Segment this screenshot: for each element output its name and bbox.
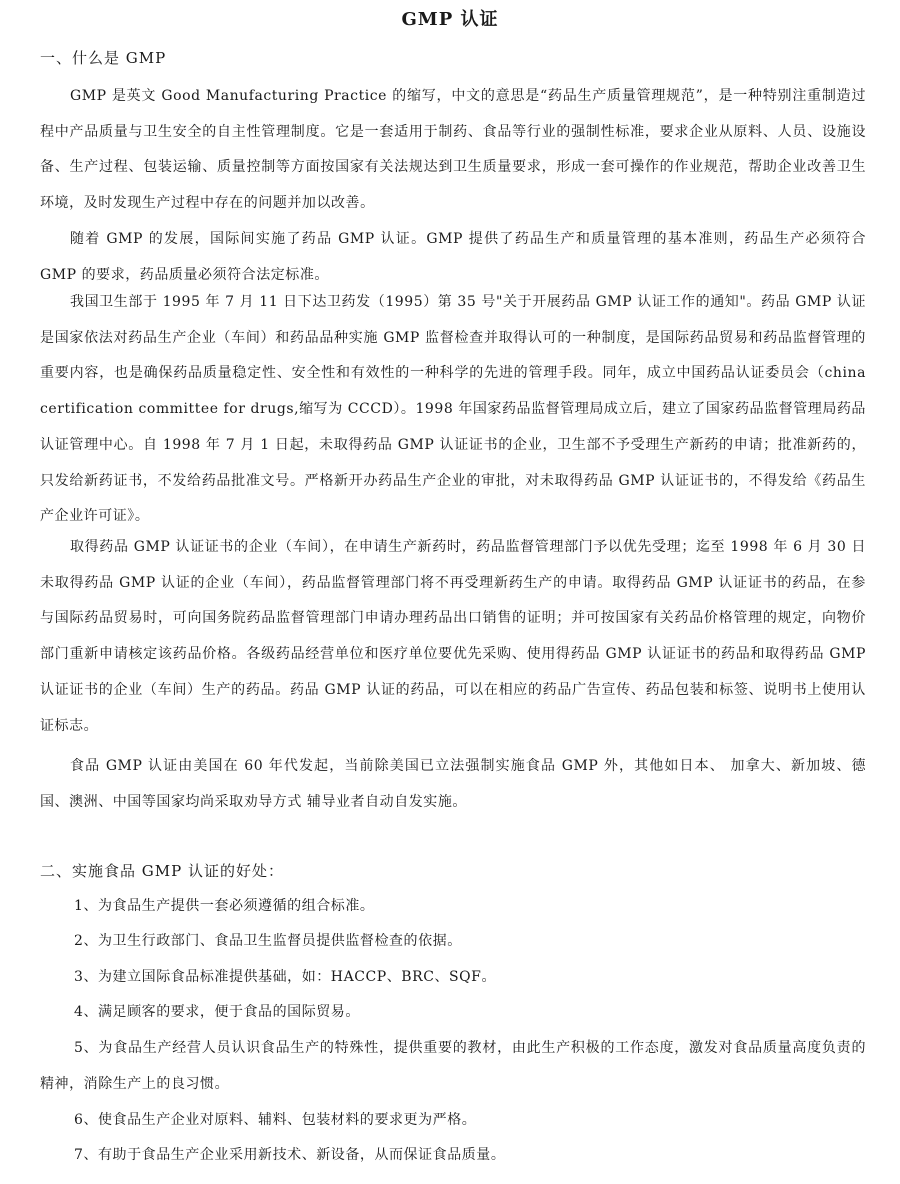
- benefit-item-6: 6、使食品生产企业对原料、辅料、包装材料的要求更为严格。: [74, 1112, 477, 1128]
- benefit-item-3: 3、为建立国际食品标准提供基础，如：HACCP、BRC、SQF。: [74, 969, 496, 985]
- section-1-paragraph-2: 随着 GMP 的发展，国际间实施了药品 GMP 认证。GMP 提供了药品生产和质量管理的基本准则，药品生产必须符合 GMP 的要求，药品质量必须符合法定标准。: [40, 231, 866, 283]
- section-1-paragraph-5: 食品 GMP 认证由美国在 60 年代发起，当前除美国已立法强制实施食品 GMP 外，其他如日本、 加拿大、新加坡、德国、澳洲、中国等国家均尚采取劝导方式 辅导业者自动自发实施。: [40, 758, 866, 810]
- document-title: GMP 认证: [401, 9, 499, 30]
- section-1-paragraph-3: 我国卫生部于 1995 年 7 月 11 日下达卫药发（1995）第 35 号"关于开展药品 GMP 认证工作的通知"。药品 GMP 认证是国家依法对药品生产企业（车间）和药品品种实施 GMP 监督检查并取得认可的一种制度，是国际药品贸易和药品监督管理的重要内容，也是确保药品质量稳定性、安全性和有效性的一种科学的先进的管理手段。同年，成立中国药品认证委员会（china certification committee for drugs,缩写为 CCCD）。1998 年国家药品监督管理局成立后，建立了国家药品监督管理局药品认证管理中心。自 1998 年 7 月 1 日起，未取得药品 GMP 认证证书的企业，卫生部不予受理生产新药的申请；批准新药的，只发给新药证书，不发给药品批准文号。严格新开办药品生产企业的审批，对未取得药品 GMP 认证证书的，不得发给《药品生产企业许可证》。: [40, 294, 866, 525]
- benefit-item-5: 5、为食品生产经营人员认识食品生产的特殊性，提供重要的教材，由此生产积极的工作态度，激发对食品质量高度负责的精神，消除生产上的良习惯。: [40, 1040, 866, 1092]
- section-1-paragraph-1: GMP 是英文 Good Manufacturing Practice 的缩写，中文的意思是“药品生产质量管理规范”，是一种特别注重制造过程中产品质量与卫生安全的自主性管理制度。它是一套适用于制药、食品等行业的强制性标准，要求企业从原料、人员、设施设备、生产过程、包装运输、质量控制等方面按国家有关法规达到卫生质量要求，形成一套可操作的作业规范，帮助企业改善卫生环境，及时发现生产过程中存在的问题并加以改善。: [40, 88, 866, 212]
- section-1-paragraph-4: 取得药品 GMP 认证证书的企业（车间），在申请生产新药时，药品监督管理部门予以优先受理；迄至 1998 年 6 月 30 日未取得药品 GMP 认证的企业（车间），药品监督管理部门将不再受理新药生产的申请。取得药品 GMP 认证证书的药品，在参与国际药品贸易时，可向国务院药品监督管理部门申请办理药品出口销售的证明；并可按国家有关药品价格管理的规定，向物价部门重新申请核定该药品价格。各级药品经营单位和医疗单位要优先采购、使用得药品 GMP 认证证书的药品和取得药品 GMP 认证证书的企业（车间）生产的药品。药品 GMP 认证的药品，可以在相应的药品广告宣传、药品包装和标签、说明书上使用认证标志。: [40, 539, 866, 734]
- section-1-heading: 一、什么是 GMP: [40, 49, 167, 67]
- benefit-item-4: 4、满足顾客的要求，便于食品的国际贸易。: [74, 1004, 360, 1020]
- benefit-item-7: 7、有助于食品生产企业采用新技术、新设备，从而保证食品质量。: [74, 1147, 506, 1163]
- section-2-heading: 二、实施食品 GMP 认证的好处：: [40, 862, 284, 880]
- benefit-item-1: 1、为食品生产提供一套必须遵循的组合标准。: [74, 898, 375, 914]
- benefit-item-2: 2、为卫生行政部门、食品卫生监督员提供监督检查的依据。: [74, 933, 462, 949]
